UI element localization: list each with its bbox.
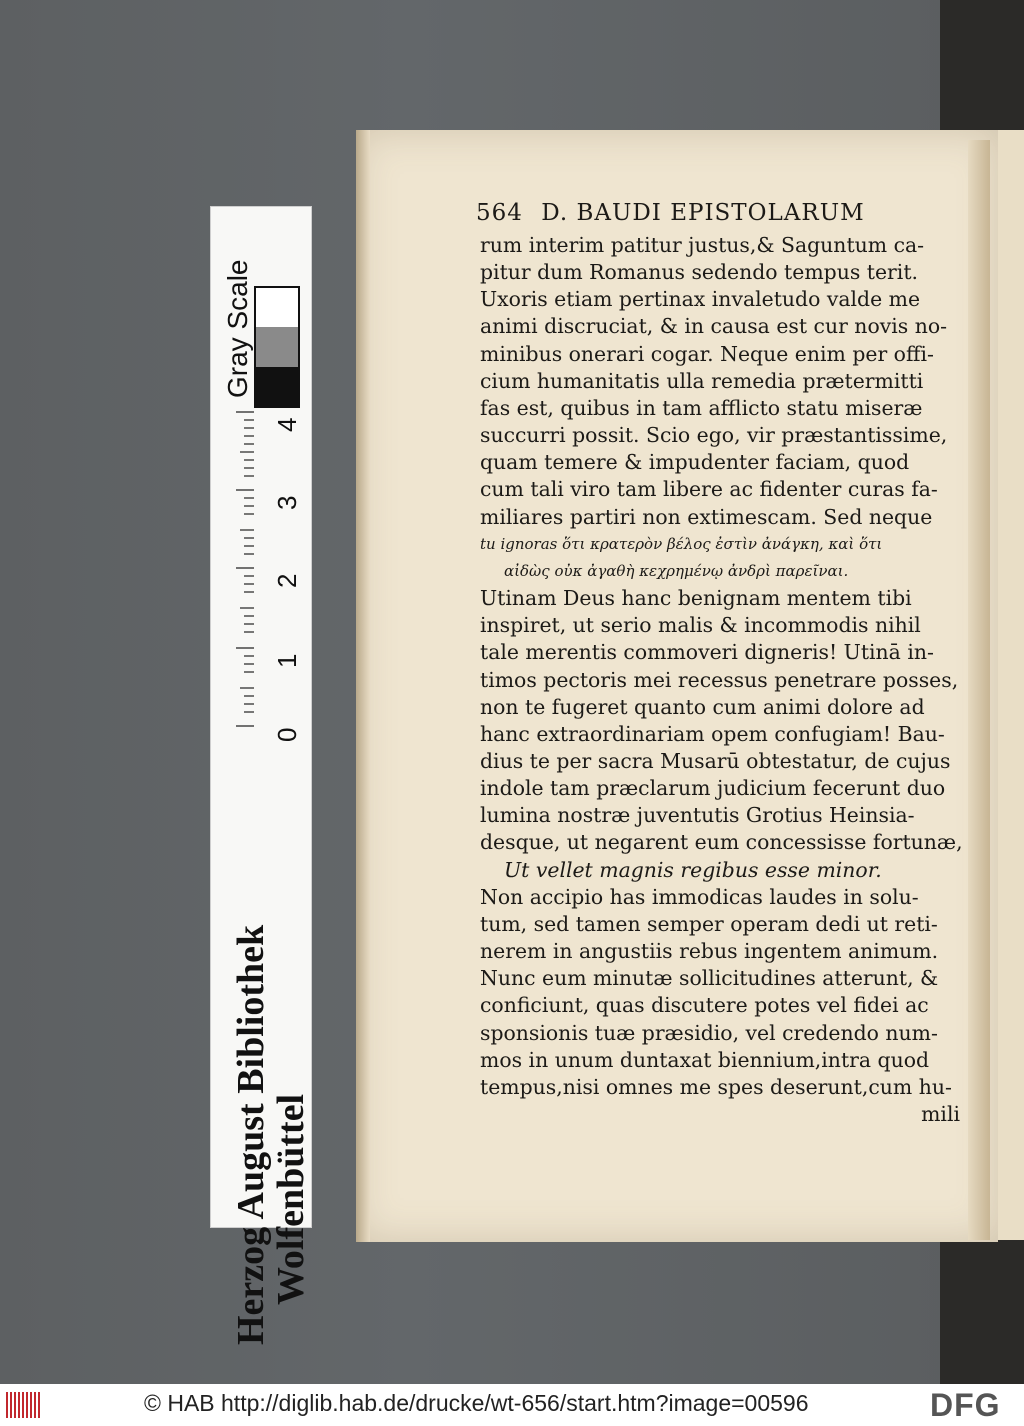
text-line: Uxoris etiam pertinax invaletudo valde me — [480, 287, 921, 312]
gray-scale-label: Gray Scale — [222, 259, 253, 398]
dfg-logo: DFG — [930, 1387, 1001, 1423]
greek-quote-line: tu ignoras ὅτι κρατερὸν βέλος ἐστὶν ἀνάγκη, καὶ ὅτι — [480, 534, 883, 553]
greek-quote-line: αἰδὼς οὐκ ἀγαθὴ κεχρημένῳ ἀνδρὶ παρεῖναι. — [504, 561, 849, 580]
text-line: tempus,nisi omnes me spes deserunt,cum hu- — [480, 1074, 952, 1099]
text-line: quam temere & impudenter faciam, quod — [480, 450, 910, 475]
text-line: fas est, quibus in tam afflicto statu miseræ — [480, 395, 923, 420]
text-line: Utinam Deus hanc benignam mentem tibi — [480, 586, 912, 611]
page-body-text — [480, 232, 963, 1128]
ruler-ticks — [232, 404, 262, 744]
page-fore-edge — [968, 140, 990, 1240]
text-line: nerem in angustiis rebus ingentem animum. — [480, 939, 939, 964]
gray-scale-swatches — [254, 286, 300, 408]
text-line: hanc extraordinariam opem confugiam! Bau- — [480, 721, 945, 746]
ruler-tick-label: 3 — [272, 495, 302, 510]
text-line: conficiunt, quas discutere potes vel fidei ac — [480, 993, 929, 1018]
page-gutter-shadow — [356, 130, 370, 1242]
text-line: timos pectoris mei recessus penetrare posses, — [480, 667, 959, 692]
ruler-tick-label: 2 — [272, 573, 302, 588]
text-line: miliares partiri non extimescam. Sed neque — [480, 504, 933, 529]
footer-bar — [0, 1384, 1024, 1426]
ruler-tick-label: 1 — [272, 653, 302, 668]
text-line: minibus onerari cogar. Neque enim per offi- — [480, 341, 934, 366]
hab-barcode-icon — [6, 1392, 40, 1418]
text-line: Non accipio has immodicas laudes in solu- — [480, 884, 919, 909]
verse-quote-line: Ut vellet magnis regibus esse minor. — [504, 857, 882, 882]
institution-line-1: Herzog August Bibliothek — [230, 924, 272, 1345]
text-line: succurri possit. Scio ego, vir præstantissime, — [480, 423, 948, 448]
text-line: desque, ut negarent eum concessisse fortunæ, — [480, 830, 963, 855]
text-line: sponsionis tuæ præsidio, vel credendo num- — [480, 1020, 938, 1045]
text-line: non te fugeret quanto cum animi dolore ad — [480, 694, 925, 719]
ruler-institution-name — [231, 925, 311, 1345]
page-number: 564 — [476, 200, 523, 226]
institution-line-2: Wolfenbüttel — [270, 1093, 312, 1305]
running-head — [476, 200, 956, 226]
text-line: mos in unum duntaxat biennium,intra quod — [480, 1047, 930, 1072]
text-line: lumina nostræ juventutis Grotius Heinsia- — [480, 803, 915, 828]
text-line: tale merentis commoveri digneris! Utinā in- — [480, 640, 934, 665]
text-line: inspiret, ut serio malis & incommodis nihil — [480, 613, 921, 638]
swatch-gray — [256, 327, 298, 366]
text-line: cium humanitatis ulla remedia prætermitti — [480, 368, 924, 393]
text-line: Nunc eum minutæ sollicitudines atterunt, & — [480, 966, 939, 991]
catchword: mili — [921, 1102, 960, 1126]
swatch-black — [256, 367, 298, 406]
ruler-tick-label: 4 — [272, 417, 302, 432]
ruler-tick-label: 0 — [272, 727, 302, 742]
text-line: indole tam præclarum judicium fecerunt duo — [480, 776, 946, 801]
text-line: tum, sed tamen semper operam dedi ut reti- — [480, 911, 938, 936]
copyright-link[interactable]: © HAB http://diglib.hab.de/drucke/wt-656/start.htm?image=00596 — [144, 1390, 809, 1416]
text-line: cum tali viro tam libere ac fidenter curas fa- — [480, 477, 938, 502]
text-line: dius te per sacra Musarū obtestatur, de cujus — [480, 748, 951, 773]
text-line: rum interim patitur justus,& Saguntum ca- — [480, 233, 925, 257]
running-head-title: D. BAUDI EPISTOLARUM — [541, 200, 865, 226]
text-line: animi discruciat, & in causa est cur novis no- — [480, 314, 948, 339]
text-line: pitur dum Romanus sedendo tempus terit. — [480, 260, 918, 285]
swatch-white — [256, 288, 298, 327]
